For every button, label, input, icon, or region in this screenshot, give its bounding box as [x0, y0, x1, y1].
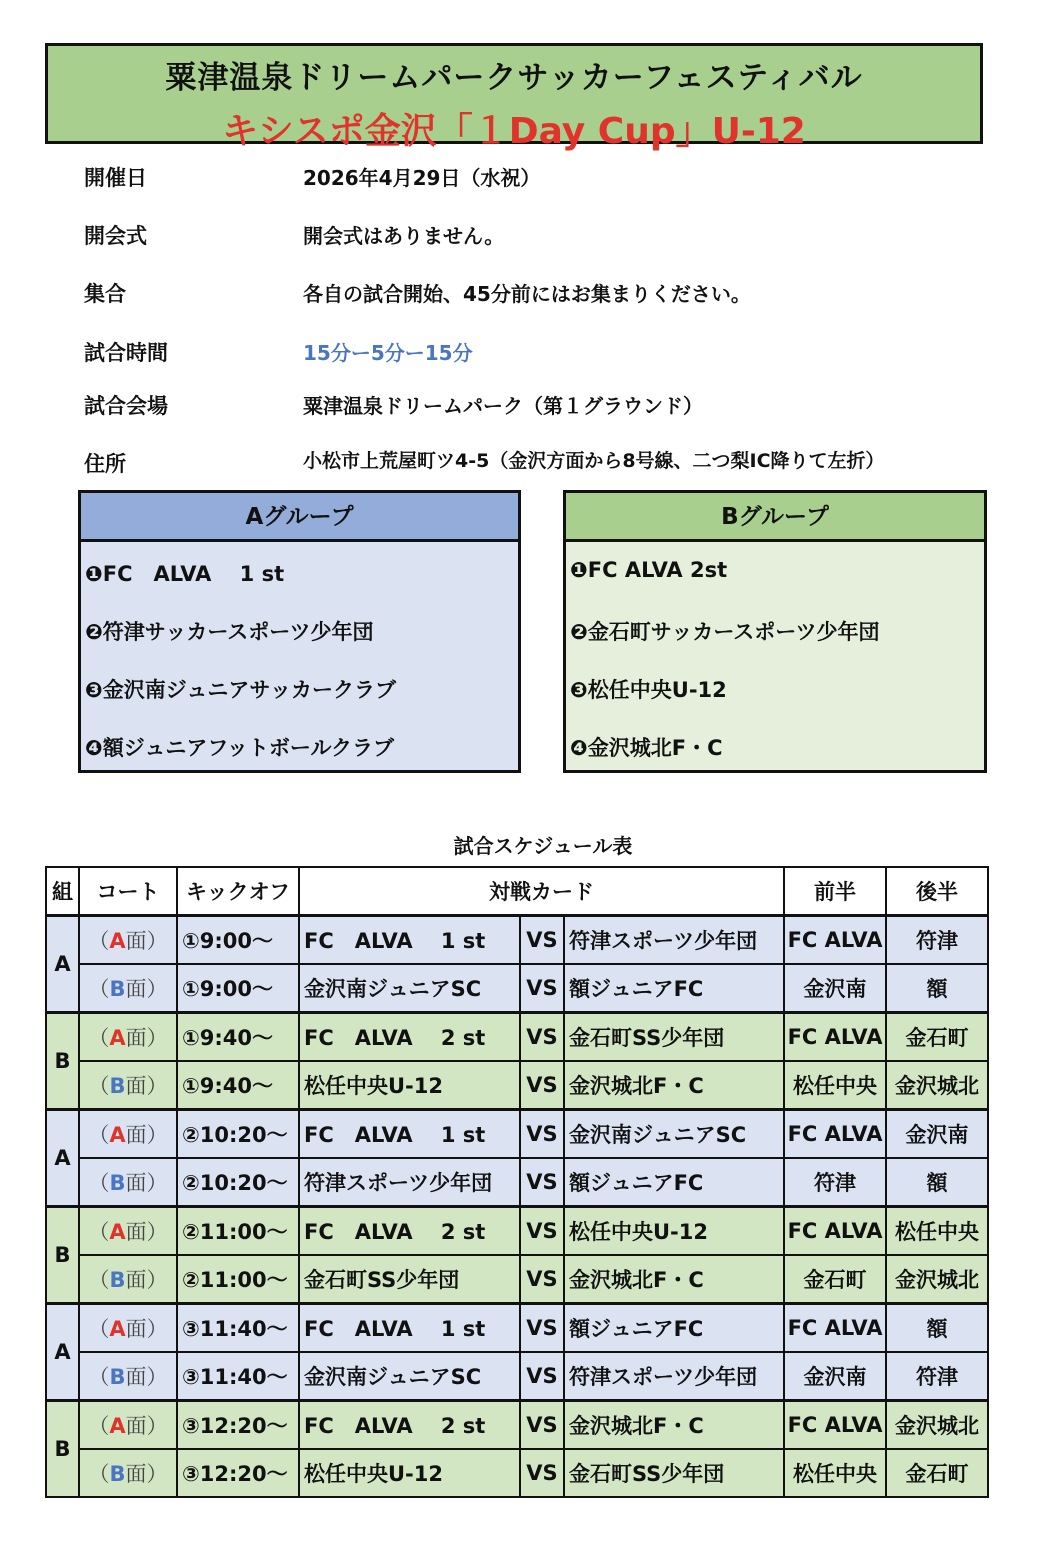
- court-cell: [79, 1110, 177, 1159]
- header-kickoff: キックオフ: [177, 867, 299, 916]
- second-half-referee-cell: 額: [886, 1158, 988, 1207]
- info-label-date: 開催日: [84, 166, 147, 190]
- home-team-cell: FC ALVA 1 st: [299, 1304, 520, 1353]
- second-half-referee-cell: 額: [886, 964, 988, 1013]
- group-a-team-2: ❷符津サッカースポーツ少年団: [85, 620, 374, 644]
- event-subtitle: キシスポ金沢「１Day Cup」U-12: [222, 111, 806, 152]
- home-team-cell: FC ALVA 2 st: [299, 1401, 520, 1450]
- home-team-cell: FC ALVA 1 st: [299, 1110, 520, 1159]
- schedule-table: [45, 866, 989, 1498]
- vs-cell: VS: [520, 1255, 564, 1304]
- group-b-box: [563, 490, 987, 773]
- court-open: （: [88, 1268, 110, 1292]
- first-half-referee-cell: 金沢南: [784, 1352, 886, 1401]
- header-group: 組: [46, 867, 79, 916]
- home-team-cell: FC ALVA 2 st: [299, 1207, 520, 1256]
- info-value-venue: 粟津温泉ドリームパーク（第１グラウンド）: [303, 394, 703, 418]
- kickoff-cell: ②10:20～: [177, 1110, 299, 1159]
- court-cell: [79, 1158, 177, 1207]
- court-cell: [79, 1061, 177, 1110]
- court-letter: A: [109, 1026, 126, 1050]
- table-row: [46, 1401, 988, 1450]
- header-second-half: 後半: [886, 867, 988, 916]
- home-team-cell: 金石町SS少年団: [299, 1255, 520, 1304]
- away-team-cell: 松任中央U-12: [564, 1207, 784, 1256]
- second-half-referee-cell: 金石町: [886, 1013, 988, 1062]
- vs-cell: VS: [520, 916, 564, 965]
- second-half-referee-cell: 金沢城北: [886, 1255, 988, 1304]
- group-a-team-3: ❸金沢南ジュニアサッカークラブ: [85, 678, 396, 702]
- kickoff-cell: ③12:20～: [177, 1401, 299, 1450]
- court-open: （: [88, 1462, 110, 1486]
- court-cell: [79, 1013, 177, 1062]
- first-half-referee-cell: 符津: [784, 1158, 886, 1207]
- info-value-address: 小松市上荒屋町ツ4-5（金沢方面から8号線、二つ梨IC降りて左折）: [303, 450, 885, 472]
- vs-cell: VS: [520, 1449, 564, 1497]
- group-b-team-2: ❷金石町サッカースポーツ少年団: [570, 620, 880, 644]
- group-cell: B: [46, 1401, 79, 1498]
- schedule-header-row: [46, 867, 988, 916]
- court-letter: A: [109, 1317, 126, 1341]
- court-close: 面）: [125, 1123, 168, 1147]
- table-row: [46, 1013, 988, 1062]
- away-team-cell: 金沢南ジュニアSC: [564, 1110, 784, 1159]
- court-letter: A: [109, 1123, 126, 1147]
- court-letter: A: [109, 929, 126, 953]
- first-half-referee-cell: FC ALVA: [784, 1304, 886, 1353]
- court-open: （: [88, 977, 110, 1001]
- away-team-cell: 額ジュニアFC: [564, 1304, 784, 1353]
- table-row: [46, 1352, 988, 1401]
- kickoff-cell: ③11:40～: [177, 1352, 299, 1401]
- away-team-cell: 金沢城北F・C: [564, 1061, 784, 1110]
- kickoff-cell: ③11:40～: [177, 1304, 299, 1353]
- court-cell: [79, 964, 177, 1013]
- group-b-title: Bグループ: [566, 493, 984, 542]
- away-team-cell: 額ジュニアFC: [564, 1158, 784, 1207]
- court-open: （: [88, 1414, 110, 1438]
- court-close: 面）: [125, 1462, 168, 1486]
- away-team-cell: 金沢城北F・C: [564, 1401, 784, 1450]
- home-team-cell: 符津スポーツ少年団: [299, 1158, 520, 1207]
- vs-cell: VS: [520, 1207, 564, 1256]
- court-letter: B: [109, 1365, 126, 1389]
- group-b-team-4: ❹金沢城北F・C: [570, 736, 723, 760]
- court-close: 面）: [125, 1414, 168, 1438]
- first-half-referee-cell: 松任中央: [784, 1449, 886, 1497]
- first-half-referee-cell: FC ALVA: [784, 1013, 886, 1062]
- first-half-referee-cell: FC ALVA: [784, 916, 886, 965]
- court-letter: B: [109, 1171, 126, 1195]
- vs-cell: VS: [520, 1158, 564, 1207]
- court-open: （: [88, 1220, 110, 1244]
- info-label-match-time: 試合時間: [84, 341, 168, 365]
- kickoff-cell: ①9:00～: [177, 964, 299, 1013]
- home-team-cell: FC ALVA 2 st: [299, 1013, 520, 1062]
- court-letter: B: [109, 1074, 126, 1098]
- court-letter: A: [109, 1414, 126, 1438]
- home-team-cell: 松任中央U-12: [299, 1061, 520, 1110]
- info-value-date: 2026年4月29日（水祝）: [303, 166, 541, 190]
- court-letter: B: [109, 1268, 126, 1292]
- info-label-address: 住所: [84, 452, 126, 476]
- info-label-assembly: 集合: [84, 282, 126, 306]
- vs-cell: VS: [520, 1401, 564, 1450]
- group-a-team-1: ❶FC ALVA 1 st: [85, 562, 285, 586]
- court-cell: [79, 1449, 177, 1497]
- court-close: 面）: [125, 1365, 168, 1389]
- court-close: 面）: [125, 1171, 168, 1195]
- away-team-cell: 符津スポーツ少年団: [564, 1352, 784, 1401]
- court-close: 面）: [125, 1268, 168, 1292]
- header-court: コート: [79, 867, 177, 916]
- court-cell: [79, 1304, 177, 1353]
- court-cell: [79, 1352, 177, 1401]
- table-row: [46, 1110, 988, 1159]
- event-title: 粟津温泉ドリームパークサッカーフェスティバル: [165, 60, 863, 96]
- court-open: （: [88, 1171, 110, 1195]
- court-cell: [79, 1255, 177, 1304]
- group-cell: A: [46, 1304, 79, 1401]
- second-half-referee-cell: 符津: [886, 1352, 988, 1401]
- court-open: （: [88, 929, 110, 953]
- header-match: 対戦カード: [299, 867, 784, 916]
- away-team-cell: 金石町SS少年団: [564, 1449, 784, 1497]
- court-open: （: [88, 1317, 110, 1341]
- table-row: [46, 1061, 988, 1110]
- court-close: 面）: [125, 977, 168, 1001]
- table-row: [46, 1304, 988, 1353]
- second-half-referee-cell: 額: [886, 1304, 988, 1353]
- second-half-referee-cell: 金石町: [886, 1449, 988, 1497]
- group-b-team-1: ❶FC ALVA 2st: [570, 558, 728, 582]
- table-row: [46, 1255, 988, 1304]
- info-value-assembly: 各自の試合開始、45分前にはお集まりください。: [303, 282, 751, 306]
- group-a-team-4: ❹額ジュニアフットボールクラブ: [85, 736, 395, 760]
- info-value-ceremony: 開会式はありません。: [303, 224, 505, 248]
- home-team-cell: 金沢南ジュニアSC: [299, 1352, 520, 1401]
- home-team-cell: 金沢南ジュニアSC: [299, 964, 520, 1013]
- kickoff-cell: ③12:20～: [177, 1449, 299, 1497]
- group-a-box: [78, 490, 521, 773]
- court-close: 面）: [125, 1317, 168, 1341]
- first-half-referee-cell: 金沢南: [784, 964, 886, 1013]
- vs-cell: VS: [520, 1061, 564, 1110]
- group-cell: A: [46, 1110, 79, 1207]
- info-label-venue: 試合会場: [84, 394, 168, 418]
- court-open: （: [88, 1123, 110, 1147]
- court-cell: [79, 1401, 177, 1450]
- away-team-cell: 符津スポーツ少年団: [564, 916, 784, 965]
- kickoff-cell: ②10:20～: [177, 1158, 299, 1207]
- group-cell: B: [46, 1207, 79, 1304]
- header-first-half: 前半: [784, 867, 886, 916]
- group-b-team-3: ❸松任中央U-12: [570, 678, 727, 702]
- court-cell: [79, 916, 177, 965]
- court-open: （: [88, 1365, 110, 1389]
- away-team-cell: 金石町SS少年団: [564, 1013, 784, 1062]
- court-open: （: [88, 1074, 110, 1098]
- court-open: （: [88, 1026, 110, 1050]
- group-cell: A: [46, 916, 79, 1013]
- table-row: [46, 916, 988, 965]
- vs-cell: VS: [520, 1110, 564, 1159]
- table-row: [46, 1158, 988, 1207]
- table-row: [46, 1449, 988, 1497]
- kickoff-cell: ②11:00～: [177, 1255, 299, 1304]
- schedule-body: [46, 916, 988, 1498]
- second-half-referee-cell: 金沢城北: [886, 1401, 988, 1450]
- second-half-referee-cell: 符津: [886, 916, 988, 965]
- kickoff-cell: ②11:00～: [177, 1207, 299, 1256]
- court-letter: B: [109, 977, 126, 1001]
- second-half-referee-cell: 金沢城北: [886, 1061, 988, 1110]
- title-banner: [45, 43, 983, 152]
- court-close: 面）: [125, 1026, 168, 1050]
- home-team-cell: FC ALVA 1 st: [299, 916, 520, 965]
- court-cell: [79, 1207, 177, 1256]
- first-half-referee-cell: FC ALVA: [784, 1401, 886, 1450]
- vs-cell: VS: [520, 1352, 564, 1401]
- away-team-cell: 額ジュニアFC: [564, 964, 784, 1013]
- group-a-title: Aグループ: [81, 493, 518, 542]
- group-cell: B: [46, 1013, 79, 1110]
- first-half-referee-cell: FC ALVA: [784, 1110, 886, 1159]
- schedule-title: 試合スケジュール表: [453, 834, 633, 858]
- court-close: 面）: [125, 1220, 168, 1244]
- table-row: [46, 964, 988, 1013]
- court-letter: A: [109, 1220, 126, 1244]
- home-team-cell: 松任中央U-12: [299, 1449, 520, 1497]
- vs-cell: VS: [520, 1304, 564, 1353]
- info-label-ceremony: 開会式: [84, 224, 147, 248]
- second-half-referee-cell: 金沢南: [886, 1110, 988, 1159]
- table-row: [46, 1207, 988, 1256]
- kickoff-cell: ①9:40～: [177, 1061, 299, 1110]
- second-half-referee-cell: 松任中央: [886, 1207, 988, 1256]
- first-half-referee-cell: 金石町: [784, 1255, 886, 1304]
- away-team-cell: 金沢城北F・C: [564, 1255, 784, 1304]
- court-close: 面）: [125, 1074, 168, 1098]
- vs-cell: VS: [520, 1013, 564, 1062]
- court-close: 面）: [125, 929, 168, 953]
- first-half-referee-cell: 松任中央: [784, 1061, 886, 1110]
- info-value-match-time: 15分ー5分ー15分: [303, 341, 473, 365]
- vs-cell: VS: [520, 964, 564, 1013]
- kickoff-cell: ①9:00～: [177, 916, 299, 965]
- court-letter: B: [109, 1462, 126, 1486]
- kickoff-cell: ①9:40～: [177, 1013, 299, 1062]
- first-half-referee-cell: FC ALVA: [784, 1207, 886, 1256]
